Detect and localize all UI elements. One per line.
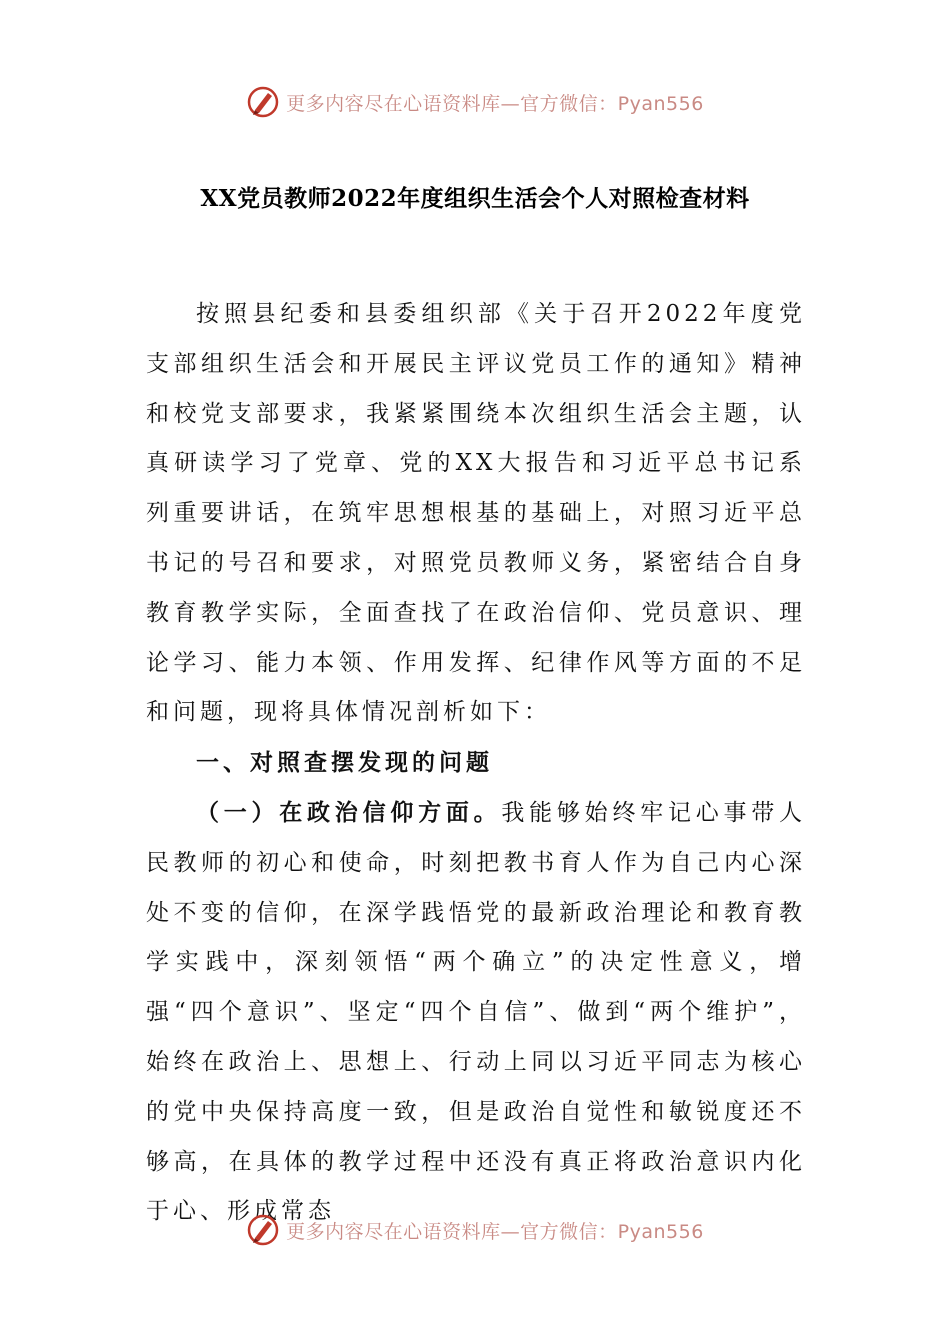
footer-wechat-id: Pyan556 (617, 1220, 704, 1243)
footer-banner (0, 1208, 950, 1252)
subsection-paragraph (146, 788, 806, 1237)
document-body (146, 290, 806, 1237)
subsection-text: 我能够始终牢记心事带人民教师的初心和使命，时刻把教书育人作为自己内心深处不变的信仰，在深学践悟党的最新政治理论和教育教学实践中，深刻领悟“两个确立”的决定性意义，增强“四个意识”、坚定“四个自信”、做到“两个维护”，始终在政治上、思想上、行动上同以习近平同志为核心的党中央保持高度一致，但是政治自觉性和敏锐度还不够高，在具体的教学过程中还没有真正将政治意识内化于心、形成常态 (146, 799, 807, 1225)
header-banner-text: 更多内容尽在心语资料库—官方微信：Pyan556 (286, 92, 704, 115)
pen-logo-icon (246, 85, 280, 119)
subsection-lead: （一）在政治信仰方面。 (196, 798, 502, 826)
intro-paragraph: 按照县纪委和县委组织部《关于召开2022年度党支部组织生活会和开展民主评议党员工作的通知》精神和校党支部要求，我紧紧围绕本次组织生活会主题，认真研读学习了党章、党的XX大报告和习近平总书记系列重要讲话，在筑牢思想根基的基础上，对照习近平总书记的号召和要求，对照党员教师义务，紧密结合自身教育教学实际，全面查找了在政治信仰、党员意识、理论学习、能力本领、作用发挥、纪律作风等方面的不足和问题，现将具体情况剖析如下： (146, 301, 806, 726)
section-heading: 一、对照查摆发现的问题 (196, 749, 493, 777)
header-banner (0, 80, 950, 124)
pen-logo-icon (246, 1213, 280, 1247)
document-title: XX党员教师2022年度组织生活会个人对照检查材料 (200, 185, 750, 212)
footer-banner-text: 更多内容尽在心语资料库—官方微信：Pyan556 (286, 1220, 704, 1243)
header-wechat-id: Pyan556 (617, 92, 704, 115)
